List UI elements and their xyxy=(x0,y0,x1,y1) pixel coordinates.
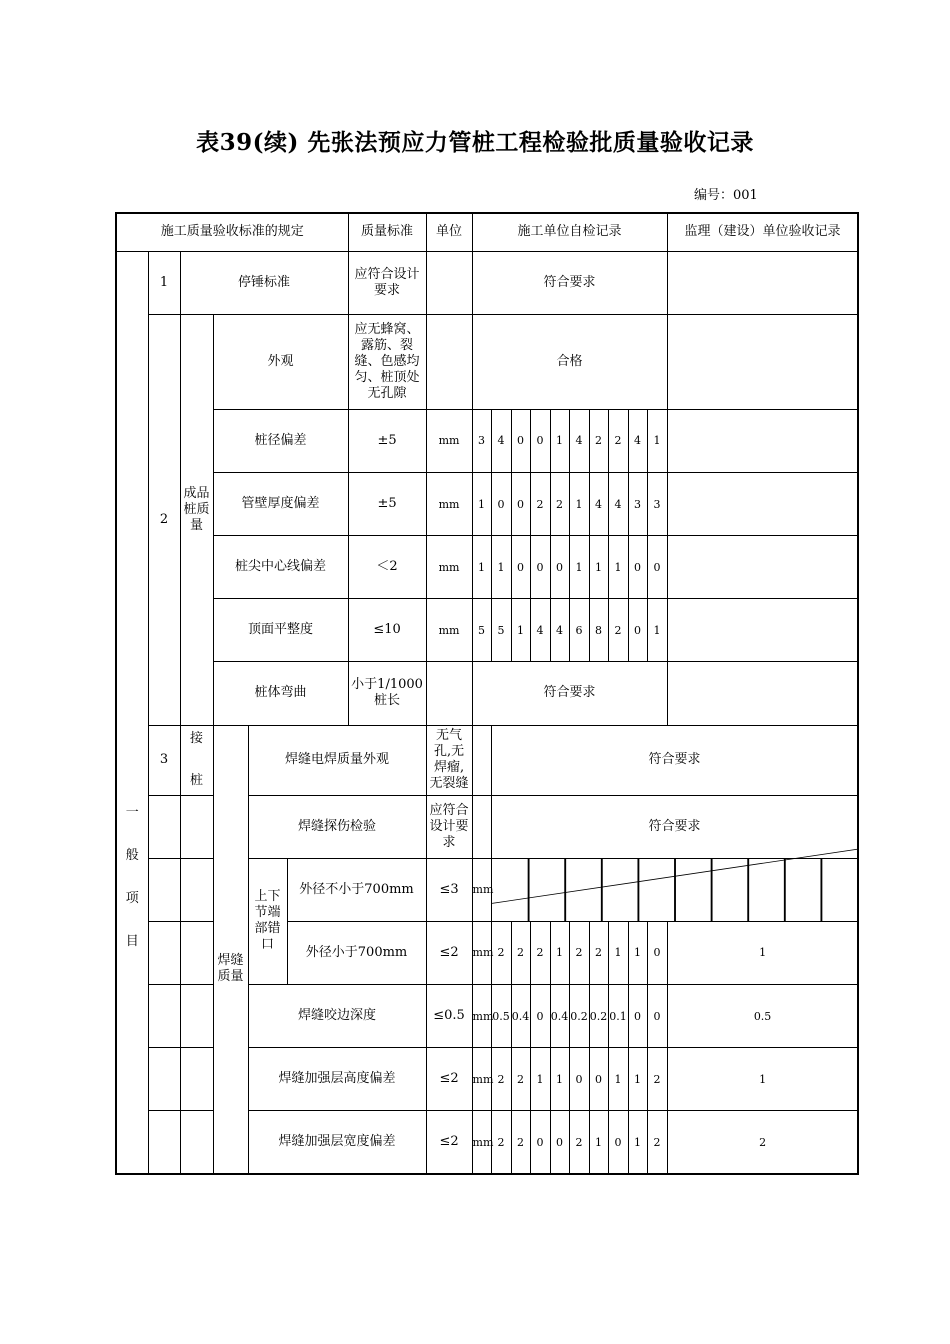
value-cell: 1 xyxy=(550,921,569,984)
item-name: 顶面平整度 xyxy=(213,599,348,662)
quality-standard: ±5 xyxy=(348,473,426,536)
item-name: 焊缝电焊质量外观 xyxy=(248,725,426,795)
item-name: 桩尖中心线偏差 xyxy=(213,536,348,599)
item-name: 外径小于700mm xyxy=(287,921,426,984)
value-cell: 0 xyxy=(550,1111,569,1174)
value-cell: 0 xyxy=(530,536,550,599)
value-cell: 1 xyxy=(647,409,667,472)
value-cell: 0 xyxy=(550,536,569,599)
value-cell: 1 xyxy=(628,921,647,984)
supervision-cell xyxy=(667,599,858,662)
value-cell: 2 xyxy=(491,1111,511,1174)
value-cell: 2 xyxy=(511,1048,530,1111)
quality-standard: 应无蜂窝、露筋、裂缝、色感均匀、桩顶处无孔隙 xyxy=(348,314,426,409)
value-cell: 1 xyxy=(530,1048,550,1111)
value-cell: 5 xyxy=(472,599,491,662)
value-cell: 4 xyxy=(491,409,511,472)
value-cell: 4 xyxy=(569,409,589,472)
item-number: 2 xyxy=(148,314,180,725)
quality-standard: ≤2 xyxy=(426,1048,472,1111)
value-cell: 1 xyxy=(628,1111,647,1174)
value-cell: 0 xyxy=(628,985,647,1048)
value-cell: 0.4 xyxy=(511,985,530,1048)
header-self-check: 施工单位自检记录 xyxy=(472,213,667,251)
quality-standard: 无气孔,无焊瘤,无裂缝 xyxy=(426,725,472,795)
value-cell: 2 xyxy=(608,409,628,472)
value-cell: 0 xyxy=(530,1111,550,1174)
quality-standard: ≤2 xyxy=(426,921,472,984)
value-cell: 2 xyxy=(511,921,530,984)
value-cell: 0.2 xyxy=(569,985,589,1048)
value-cell: 2 xyxy=(550,473,569,536)
value-cell: 1 xyxy=(550,409,569,472)
item-name: 焊缝加强层高度偏差 xyxy=(248,1048,426,1111)
table-row xyxy=(116,725,858,795)
check-result: 符合要求 xyxy=(472,251,667,314)
value-cell: 2 xyxy=(667,1111,858,1174)
value-cell: 0.5 xyxy=(667,985,858,1048)
value-cell: 0 xyxy=(647,985,667,1048)
header-unit: 单位 xyxy=(426,213,472,251)
value-cell: 1 xyxy=(608,1048,628,1111)
value-cell: 4 xyxy=(628,409,647,472)
value-cell: 3 xyxy=(647,473,667,536)
value-cell: 0 xyxy=(511,409,530,472)
value-cell: 8 xyxy=(589,599,608,662)
value-cell: 1 xyxy=(472,536,491,599)
value-cell: 2 xyxy=(647,1111,667,1174)
value-cell: 2 xyxy=(647,1048,667,1111)
item-name: 外观 xyxy=(213,314,348,409)
quality-standard: ＜2 xyxy=(348,536,426,599)
value-cell: 6 xyxy=(569,599,589,662)
quality-standard: 小于1/1000桩长 xyxy=(348,662,426,725)
value-cell: 5 xyxy=(491,599,511,662)
item-name: 桩体弯曲 xyxy=(213,662,348,725)
value-cell: 2 xyxy=(491,921,511,984)
table-row xyxy=(116,536,858,599)
weld-quality-label: 焊缝质量 xyxy=(213,725,248,1174)
value-cell: 2 xyxy=(530,921,550,984)
value-cell: 2 xyxy=(589,921,608,984)
value-cell: 0 xyxy=(608,1111,628,1174)
quality-standard: 应符合设计要求 xyxy=(426,795,472,858)
table-row xyxy=(116,314,858,409)
item-number: 1 xyxy=(148,251,180,314)
value-cell: 0.4 xyxy=(550,985,569,1048)
value-cell: 0 xyxy=(530,409,550,472)
value-cell: 2 xyxy=(569,1111,589,1174)
value-cell: 1 xyxy=(667,1048,858,1111)
header-row xyxy=(116,213,858,251)
sub-category: 成品桩质量 xyxy=(180,314,213,725)
value-cell: 2 xyxy=(530,473,550,536)
quality-standard: 应符合设计要求 xyxy=(348,251,426,314)
item-name: 停锤标准 xyxy=(180,251,348,314)
unit: mm xyxy=(472,1111,491,1174)
value-cell: 0 xyxy=(628,599,647,662)
table-row xyxy=(116,251,858,314)
supervision-cell xyxy=(667,314,858,409)
header-standard: 施工质量验收标准的规定 xyxy=(116,213,348,251)
value-cell: 1 xyxy=(608,921,628,984)
value-cell: 1 xyxy=(511,599,530,662)
value-cell: 0 xyxy=(511,536,530,599)
crossed-out-cell xyxy=(491,858,858,921)
inspection-record-table xyxy=(115,212,859,1175)
unit: mm xyxy=(472,858,491,921)
value-cell: 0 xyxy=(530,985,550,1048)
unit: mm xyxy=(472,921,491,984)
group-label-general xyxy=(116,251,148,1174)
value-cell: 2 xyxy=(569,921,589,984)
item-name: 管壁厚度偏差 xyxy=(213,473,348,536)
value-cell: 4 xyxy=(608,473,628,536)
value-cell: 1 xyxy=(628,1048,647,1111)
check-result: 合格 xyxy=(472,314,667,409)
unit: mm xyxy=(426,473,472,536)
value-cell: 2 xyxy=(491,1048,511,1111)
value-cell: 0 xyxy=(647,921,667,984)
value-cell: 0 xyxy=(589,1048,608,1111)
item-name: 焊缝咬边深度 xyxy=(248,985,426,1048)
supervision-cell xyxy=(667,473,858,536)
offset-label: 上下节端部错口 xyxy=(248,858,287,984)
value-cell: 0 xyxy=(511,473,530,536)
unit: mm xyxy=(472,985,491,1048)
quality-standard: ≤2 xyxy=(426,1111,472,1174)
value-cell: 0 xyxy=(628,536,647,599)
value-cell: 1 xyxy=(667,921,858,984)
quality-standard: ±5 xyxy=(348,409,426,472)
group-label: 一 般 项 目 xyxy=(125,805,139,950)
table-row xyxy=(116,662,858,725)
value-cell: 3 xyxy=(628,473,647,536)
value-cell: 1 xyxy=(647,599,667,662)
sub-category: 接 桩 xyxy=(180,725,213,795)
supervision-cell xyxy=(667,662,858,725)
unit: mm xyxy=(426,409,472,472)
value-cell: 0 xyxy=(569,1048,589,1111)
value-cell: 2 xyxy=(511,1111,530,1174)
check-result: 符合要求 xyxy=(491,725,858,795)
table-row xyxy=(116,409,858,472)
quality-standard: ≤3 xyxy=(426,858,472,921)
value-cell: 0.5 xyxy=(491,985,511,1048)
value-cell: 0.2 xyxy=(589,985,608,1048)
document-number: 编号：001 xyxy=(694,188,758,203)
value-cell: 1 xyxy=(569,473,589,536)
value-cell: 1 xyxy=(589,1111,608,1174)
header-quality: 质量标准 xyxy=(348,213,426,251)
value-cell: 2 xyxy=(608,599,628,662)
unit: mm xyxy=(472,1048,491,1111)
item-number: 3 xyxy=(148,725,180,795)
header-supervision: 监理（建设）单位验收记录 xyxy=(667,213,858,251)
value-cell: 3 xyxy=(472,409,491,472)
value-cell: 4 xyxy=(589,473,608,536)
value-cell: 1 xyxy=(608,536,628,599)
table-row xyxy=(116,473,858,536)
value-cell: 1 xyxy=(569,536,589,599)
quality-standard: ≤10 xyxy=(348,599,426,662)
check-result: 符合要求 xyxy=(491,795,858,858)
value-cell: 0 xyxy=(647,536,667,599)
value-cell: 0 xyxy=(491,473,511,536)
supervision-cell xyxy=(667,409,858,472)
value-cell: 1 xyxy=(491,536,511,599)
unit: mm xyxy=(426,599,472,662)
item-name: 焊缝探伤检验 xyxy=(248,795,426,858)
diagonal-slash xyxy=(492,859,858,921)
item-name: 桩径偏差 xyxy=(213,409,348,472)
value-cell: 1 xyxy=(550,1048,569,1111)
value-cell: 4 xyxy=(530,599,550,662)
supervision-cell xyxy=(667,536,858,599)
check-result: 符合要求 xyxy=(472,662,667,725)
value-cell: 0.1 xyxy=(608,985,628,1048)
quality-standard: ≤0.5 xyxy=(426,985,472,1048)
value-cell: 2 xyxy=(589,409,608,472)
value-cell: 4 xyxy=(550,599,569,662)
value-cell: 1 xyxy=(472,473,491,536)
supervision-cell xyxy=(667,251,858,314)
value-cell: 1 xyxy=(589,536,608,599)
page-title: 表39(续) 先张法预应力管桩工程检验批质量验收记录 xyxy=(196,129,754,156)
item-name: 外径不小于700mm xyxy=(287,858,426,921)
unit: mm xyxy=(426,536,472,599)
item-name: 焊缝加强层宽度偏差 xyxy=(248,1111,426,1174)
table-row xyxy=(116,599,858,662)
